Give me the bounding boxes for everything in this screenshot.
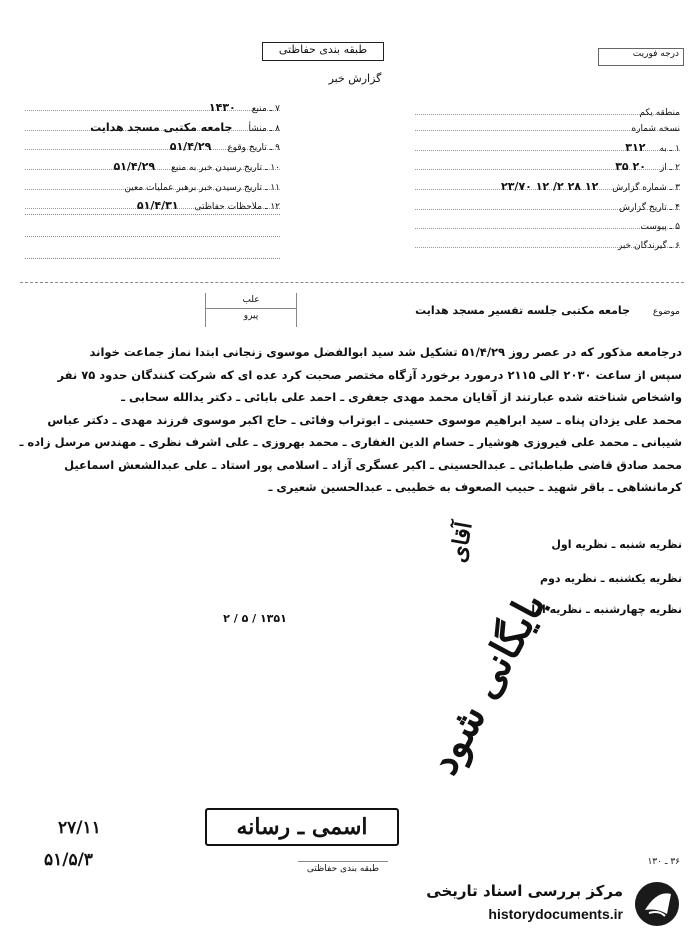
right-field-label: ۶ ـ گیرندگان خبر: [617, 241, 680, 251]
watermark-title: مرکز بررسی اسناد تاریخی: [426, 882, 623, 900]
left-field-label: ۱۲ ـ ملاحظات حفاظتی: [194, 202, 280, 212]
right-field-row: [415, 155, 680, 173]
note-line: نظریه یکشنبه ـ نظریه دوم: [540, 572, 682, 585]
left-field-row: [25, 135, 280, 153]
left-field-value: ۵۱/۴/۳۱: [136, 199, 179, 212]
right-field-row: [415, 136, 680, 154]
left-field-row: [25, 194, 280, 212]
bottom-left-note-1: ۲۷/۱۱: [58, 818, 101, 838]
bottom-name-stamp: اسمی ـ رسانه: [205, 808, 399, 846]
handwriting-note-small: آقای: [445, 520, 478, 565]
left-field-row: [25, 116, 280, 134]
blank-line: [25, 214, 280, 215]
left-field-value: جامعه مکتبی مسجد هدایت: [90, 121, 233, 134]
right-field-row: [415, 100, 680, 118]
left-field-row: [25, 96, 280, 114]
right-field-row: [415, 233, 680, 251]
right-field-row: [415, 116, 680, 134]
left-field-row: [25, 175, 280, 193]
left-field-label: ۱۱ ـ تاریخ رسیدن خبر برهبر عملیات معین: [124, 183, 280, 193]
left-field-value: ۵۱/۴/۲۹: [169, 140, 212, 153]
left-field-value: ۵۱/۴/۲۹: [113, 160, 156, 173]
report-body-line: واشخاص شناخته شده عبارتند از آقایان محمد مهدی جعفری ـ احمد علی بابائی ـ دکتر یدالله سحابی ـ: [121, 390, 682, 404]
bottom-form-code: ۳۶ ـ ۱۳۰: [647, 857, 680, 867]
watermark-url: historydocuments.ir: [488, 906, 623, 922]
priority-box: درجه فوریت: [598, 48, 684, 66]
report-date: ۱۳۵۱ / ۵ / ۲: [223, 612, 287, 625]
right-field-label: منطقه یکم: [639, 108, 680, 118]
left-field-value: ۱۴۳۰: [208, 101, 236, 114]
right-field-value: ۱۲ ۲۸ ۲/ ۱۲ ۲۳/۷۰: [501, 180, 599, 193]
right-field-row: [415, 175, 680, 193]
archive-logo-icon: [631, 880, 683, 928]
subject-label: موضوع: [652, 307, 680, 317]
divider-line: [20, 282, 684, 283]
top-classification-stamp: طبقه بندی حفاظتی: [262, 42, 384, 61]
handwriting-archive-note: بایگانی شود: [420, 584, 555, 783]
right-field-label: ۵ ـ پیوست: [640, 222, 680, 232]
left-field-label: ۹ ـ تاریخ وقوع: [227, 143, 280, 153]
right-field-label: نسخه شماره: [631, 124, 680, 134]
right-field-value: ۲۰ ۳۵: [615, 160, 646, 173]
report-body-line: محمد صادق قاضی طباطبائی ـ عبدالحسینی ـ اکبر عسگری آزاد ـ اسلامی پور استاد ـ علی عبدالشعش اسماعیل: [64, 457, 682, 472]
reference-box: علب پیرو: [205, 293, 297, 327]
right-field-value: ۳۱۲: [625, 141, 646, 154]
left-field-label: ۱۰ ـ تاریخ رسیدن خبر به منبع: [171, 163, 280, 173]
right-field-row: [415, 214, 680, 232]
bottom-left-note-2: ۵۱/۵/۳: [44, 850, 93, 870]
right-field-label: ۳ ـ شماره گزارش: [612, 183, 680, 193]
left-field-row: [25, 155, 280, 173]
blank-line: [25, 236, 280, 237]
blank-line: [25, 258, 280, 259]
right-field-label: ۱ ـ به: [659, 144, 680, 154]
report-body-line: درجامعه مذکور که در عصر روز ۵۱/۴/۲۹ تشکیل شد سید ابوالفضل موسوی زنجانی ابتدا نماز جماعت خواند: [89, 345, 682, 359]
report-body-line: محمد علی یزدان پناه ـ سید ابراهیم موسوی حسینی ـ ابوتراب وفائی ـ حاج اکبر موسوی فرزند مهدی ـ دکتر عباس: [47, 412, 682, 427]
right-field-label: ۲ ـ از: [659, 163, 680, 173]
note-line: نظریه شنبه ـ نظریه اول: [551, 538, 682, 551]
report-body-line: کرمانشاهی ـ باقر شهید ـ حبیب الصعوف به خطیبی ـ عبدالحسین شعیری ـ: [268, 480, 682, 494]
report-body-line: شیبانی ـ محمد علی فیروزی هوشیار ـ حسام الدین الغفاری ـ محمد بهروزی ـ علی اشرف نظری ـ مهندس مرسل زاده ـ: [19, 435, 682, 449]
right-field-row: [415, 195, 680, 213]
watermark: [405, 878, 693, 930]
left-field-label: ۸ ـ منشأ: [248, 124, 280, 134]
note-line: نظریه چهارشنبه ـ نظریه اول: [525, 603, 682, 616]
header-title: گزارش خبر: [328, 72, 382, 85]
right-field-label: ۴ ـ تاریخ گزارش: [618, 203, 680, 213]
report-body-line: سپس از ساعت ۲۰۳۰ الی ۲۱۱۵ درمورد برخورد آزگاه مختصر صحبت کرد عده ای که شرکت کنندگان حدود ۷۵ نفر: [57, 367, 682, 382]
bottom-classification: طبقه بندی حفاظتی: [298, 861, 388, 875]
subject-text: جامعه مکتبی جلسه تفسیر مسجد هدایت: [415, 304, 630, 317]
left-field-label: ۷ ـ منبع: [251, 104, 280, 114]
